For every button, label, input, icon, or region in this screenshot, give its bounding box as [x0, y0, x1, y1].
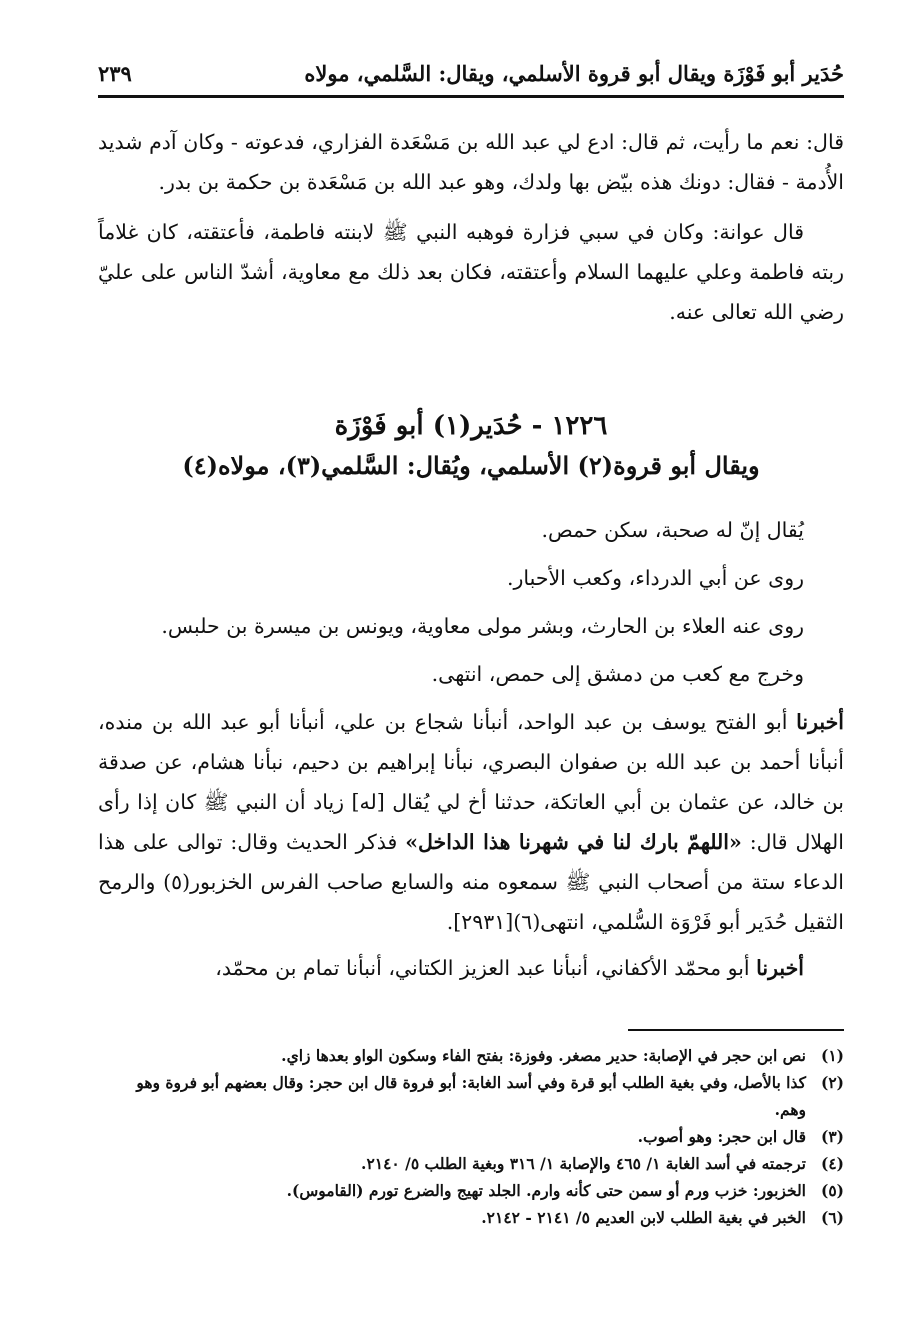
narration-tail: فذكر الحديث وقال: توالى على هذا الدعاء ستة من أصحاب النبي ﷺ سمعوه منه والسابع صاحب الفرس الخزبور(٥) والرمح الثقيل حُدَير أبو فَرْوَة السُّلمي، انتهى(٦)[٢٩٣١].	[98, 830, 844, 934]
header-rule	[98, 95, 844, 98]
entry-title-line: ويقال أبو قروة(٢) الأسلمي، ويُقال: السَّلمي(٣)، مولاه(٤)	[182, 451, 760, 480]
narration-quote: «اللهمّ بارك لنا في شهرنا هذا الداخل»	[405, 830, 742, 854]
page-number: ٢٣٩	[98, 60, 132, 86]
footnote-text: الخبر في بغية الطلب لابن العديم ٥/ ٢١٤١ - ٢١٤٢.	[481, 1208, 806, 1227]
footnote-item	[98, 1204, 844, 1231]
footnote-item	[98, 1177, 844, 1204]
narration-paragraph	[98, 702, 844, 942]
footnote-continuation: وهم.	[774, 1100, 806, 1119]
footnote-number: (٥)	[820, 1181, 844, 1200]
footnote-item	[98, 1069, 844, 1096]
entry-line: يُقال إنّ له صحبة، سكن حمص.	[541, 518, 804, 542]
footnote-item	[98, 1123, 844, 1150]
intro-paragraph: قال عوانة: وكان في سبي فزارة فوهبه النبي ﷺ لابنته فاطمة، فأعتقته، كان غلاماً ربته فاطمة وعلي عليهما السلام وأعتقته، فكان بعد ذلك مع معاوية، أشدّ الناس على عليّ رضي الله تعالى عنه.	[98, 220, 844, 324]
intro-block	[98, 122, 844, 332]
footnotes	[98, 1042, 844, 1231]
footnote-number: (٣)	[820, 1127, 844, 1146]
intro-paragraph: قال: نعم ما رأيت، ثم قال: ادع لي عبد الله بن مَسْعَدة الفزاري، فدعوته - وكان آدم شديد الأُدمة - فقال: دونك هذه بيّض بها ولدك، وهو عبد الله بن مَسْعَدة بن حكمة بن بدر.	[98, 130, 844, 194]
narration-paragraph	[98, 948, 844, 988]
footnote-text: نص ابن حجر في الإصابة: حدير مصغر. وفوزة: بفتح الفاء وسكون الواو بعدها زاي.	[281, 1046, 806, 1065]
footnote-text: ترجمته في أسد الغابة ١/ ٤٦٥ والإصابة ١/ ٣١٦ وبغية الطلب ٥/ ٢١٤٠.	[361, 1154, 806, 1173]
running-title: حُدَير أبو فَوْزَة ويقال أبو قروة الأسلمي، ويقال: السَّلمي، مولاه	[304, 60, 844, 86]
entry-title	[98, 406, 844, 486]
entry-line: وخرج مع كعب من دمشق إلى حمص، انتهى.	[431, 662, 804, 686]
footnote-number: (١)	[820, 1046, 844, 1065]
entry-line: روى عنه العلاء بن الحارث، وبشر مولى معاوية، ويونس بن ميسرة بن حلبس.	[161, 614, 804, 638]
footnote-number: (٢)	[820, 1073, 844, 1092]
footnote-rule	[628, 1029, 844, 1031]
page-header	[98, 54, 844, 92]
footnote-item	[98, 1150, 844, 1177]
footnote-item	[98, 1042, 844, 1069]
narration-lead: أخبرنا	[756, 956, 804, 980]
entry-title-line: ١٢٢٦ - حُدَير(١) أبو فَوْزَة	[334, 411, 608, 441]
entry-body	[98, 510, 844, 988]
narration-text: أبو الفتح يوسف بن عبد الواحد، أنبأنا شجاع بن علي، أنبأنا أبو عبد الله بن منده، أنبأنا أحمد بن عبد الله بن صفوان البصري، نبأنا إبراهيم بن دحيم، نبأنا هشام، عن صدقة بن خالد، عن عثمان بن أبي العاتكة، حدثنا أخ لي يُقال [له] زياد أن النبي ﷺ كان إذا رأى الهلال قال:	[98, 710, 844, 854]
footnote-text: كذا بالأصل، وفي بغية الطلب أبو قرة وفي أسد الغابة: أبو فروة قال ابن حجر: وقال بعضهم أبو فروة وهو	[136, 1073, 806, 1092]
narration-lead: أخبرنا	[796, 710, 844, 734]
footnote-number: (٦)	[820, 1208, 844, 1227]
footnote-text: قال ابن حجر: وهو أصوب.	[637, 1127, 806, 1146]
footnote-text: الخزبور: خزب ورم أو سمن حتى كأنه وارم. الجلد تهيج والضرع تورم (القاموس).	[286, 1181, 806, 1200]
narration-text: أبو محمّد الأكفاني، أنبأنا عبد العزيز الكتاني، أنبأنا تمام بن محمّد،	[215, 956, 750, 980]
entry-line: روى عن أبي الدرداء، وكعب الأحبار.	[506, 566, 804, 590]
footnote-number: (٤)	[820, 1154, 844, 1173]
